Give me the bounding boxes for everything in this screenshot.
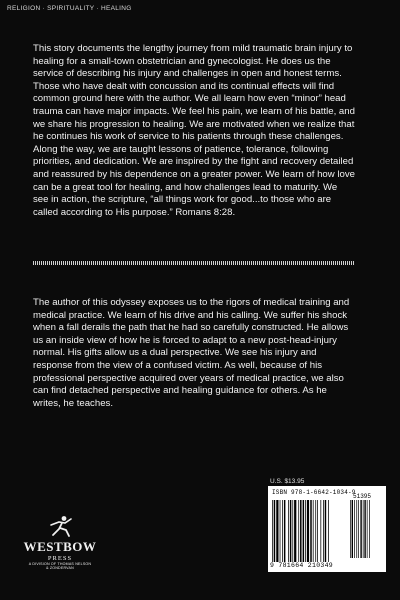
supplement-code: 51395 [353,493,372,500]
publisher-fine-1: A DIVISION OF THOMAS NELSON [28,562,92,566]
barcode-box [268,486,386,572]
ean-barcode [272,500,348,562]
publisher-logo [20,515,100,585]
blurb-paragraph-2: The author of this odyssey exposes us to the rigors of medical training and medical practice. We learn of his drive and his calling. We suffer his shock when a fall derails the path that he had so carefully constructed. He allows us an inside view of how he is forced to adapt to a new post-head-injury normal. His gifts allow us a dual perspective. We see his injury and response from the view of a confused victim. As well, because of his professional perspective acquired over years of medical practice, we also can find detached perspective and healing guidance for others. As he writes, he teaches. [33,297,350,409]
isbn-label: ISBN 978-1-6642-1034-9 [272,489,356,496]
publisher-sub: PRESS [47,555,73,562]
publisher-fine-2: & ZONDERVAN [46,566,74,571]
ean-digits: 9 781664 210349 [270,562,334,569]
supplement-barcode [350,500,380,558]
publisher-name: WESTBOW [23,539,97,554]
blurb-paragraph-1: This story documents the lengthy journey from mild traumatic brain injury to healing for a small-town obstetrician and gynecologist. He does us the service of describing his injury and challenges in open and honest terms. Those who have dealt with concussion and its continual effects will find common ground here with the author. We all learn how even “minor” head trauma can have major impacts. We feel his pain, we learn of his battle, and we share his progression to healing. We are motivated when we realize that he continues his work of service to his patients through these challenges. Along the way, we are taught lessons of patience, tolerance, following priorities, and dedication. We are inspired by the fight and recovery detailed and reassured by his dependence on a greater power. We learn of how love can be a great tool for healing, and how challenges lead to maturity. We see in action, the scripture, “all things work for good...to those who are called according to His purpose.” Romans 8:28. [33,43,355,218]
runner-icon [45,515,75,537]
category-line: RELIGION · SPIRITUALITY · HEALING [7,5,132,12]
price-label: U.S. $13.95 [270,478,305,485]
divider-rule [33,261,355,265]
